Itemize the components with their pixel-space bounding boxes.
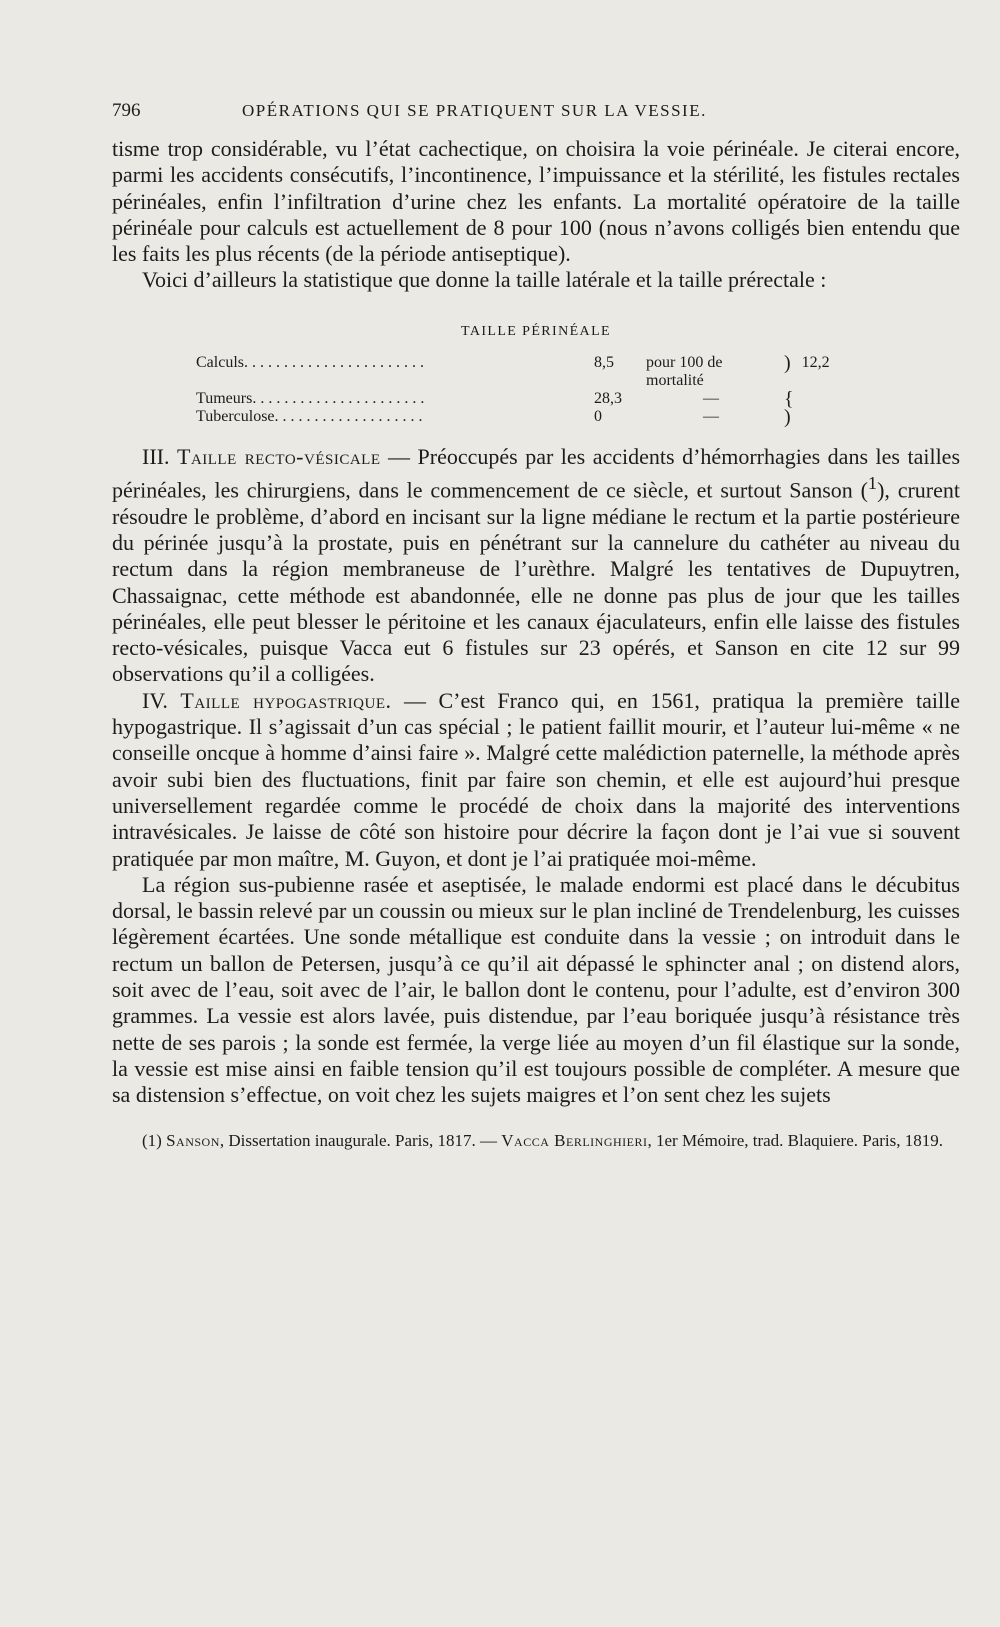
row-value: 0 — [594, 407, 602, 425]
heading-dash: — — [391, 687, 439, 713]
table-total: 12,2 — [801, 353, 830, 371]
footnote — [112, 1131, 960, 1151]
section-heading: Taille recto-vésicale — [177, 443, 381, 469]
page-number: 796 — [112, 100, 141, 121]
row-label: Calculs. . . . . . . . . . . . . . . . . . . . . . . — [196, 353, 424, 371]
section-text: ), crurent résoudre le problème, d’abord en incisant sur la ligne médiane le rectum et la partie postérieure du périnée jusqu’à la prostate, puis en pénétrant sur la cannelure du cathéter au niveau du rectum dans la région membraneuse de l’urèthre. Malgré les tentatives de Dupuytren, Chassaignac, cette méthode est abandonnée, elle ne donne pas plus de jour que les tailles périnéales, elle peut blesser le péritoine et les canaux éjaculateurs, enfin elle laisse des fistules recto-vésicales, puisque Vacca eut 6 fistules sur 23 opérés, et Sanson en cite 12 sur 99 observations qu’il a colligées. — [112, 477, 961, 687]
section-iv-paragraph — [112, 688, 960, 872]
brace: ) — [784, 351, 791, 374]
heading-dash: — — [380, 443, 418, 469]
footnote-marker: (1) — [142, 1130, 162, 1150]
section-iii-paragraph — [112, 444, 960, 688]
section-text: C’est Franco qui, en 1561, pratiqua la première taille hypogastrique. Il s’agissait d’un cas spécial ; le patient faillit mourir, et l’auteur lui-même « ne conseille oncque à homme d’ainsi faire ». Malgré cette malédiction paternelle, la méthode après avoir subi bien des fluctuations, finit par faire son chemin, et elle est aujourd’hui presque universellement regardée comme le procédé de choix dans la majorité des interventions intravésicales. Je laisse de côté son histoire pour décrire la façon dont je l’ai vue si souvent pratiquée par mon maître, M. Guyon, et dont je l’ai pratiquée moi-même. — [112, 687, 960, 871]
row-label: Tuberculose. . . . . . . . . . . . . . . . . . . — [196, 407, 423, 425]
footnote-reference: 1 — [867, 473, 878, 494]
table-row — [192, 354, 834, 390]
row-label: Tumeurs. . . . . . . . . . . . . . . . . . . . . . — [196, 389, 425, 407]
procedure-paragraph: La région sus-pubienne rasée et aseptisée, le malade endormi est placé dans le décubitus dorsal, le bassin relevé par un coussin ou mieux sur le plan incliné de Trendelenburg, les cuisses légèrement écartées. Une sonde métallique est conduite dans la vessie ; on introduit dans le rectum un ballon de Petersen, jusqu’à ce qu’il ait dépassé le sphincter anal ; on distend alors, soit avec de l’eau, soit avec de l’air, le ballon dont le contenu, pour l’adulte, est d’environ 300 grammes. La vessie est alors lavée, puis distendue, par l’eau boriquée jusqu’à résistance très nette de ses parois ; la sonde est fermée, la verge liée au moyen d’un fil élastique sur la sonde, la vessie est mise ainsi en faible tension qu’il est toujours possible de compléter. A mesure que sa distension s’effectue, on voit chez les sujets maigres et l’on sent chez les sujets — [112, 871, 960, 1108]
footnote-author: Sanson — [166, 1130, 220, 1150]
mortality-table — [192, 351, 834, 428]
row-value: 8,5 — [594, 353, 614, 371]
section-heading: Taille hypogastrique. — [180, 687, 392, 713]
paragraph-statistics-intro: Voici d’ailleurs la statistique que donne la taille latérale et la taille prérectale : — [142, 267, 827, 293]
footnote-text: , 1er Mémoire, trad. Blaquiere. Paris, 1819. — [647, 1130, 944, 1150]
brace: { — [784, 387, 794, 410]
row-value: 28,3 — [594, 389, 622, 407]
row-unit: — — [703, 389, 719, 407]
section-numeral: IV. — [142, 687, 168, 713]
section-numeral: III. — [142, 443, 170, 469]
row-unit: pour 100 de mortalité — [646, 353, 723, 389]
running-head: OPÉRATIONS QUI SE PRATIQUENT SUR LA VESSIE. — [242, 101, 707, 120]
row-unit: — — [703, 407, 719, 425]
footnotes — [112, 1131, 960, 1151]
table-row — [192, 390, 834, 408]
paragraph-continuation: tisme trop considérable, vu l’état cachectique, on choisira la voie périnéale. Je citerai encore, parmi les accidents consécutifs, l’incontinence, l’impuissance et la stérilité, les fistules rectales périnéales, enfin l’infiltration d’urine chez les enfants. La mortalité opératoire de la taille périnéale pour calculs est actuellement de 8 pour 100 (nous n’avons colligés bien entendu que les faits les plus récents (de la période antiseptique). — [112, 136, 960, 267]
brace: ) — [784, 405, 791, 428]
table-title: TAILLE PÉRINÉALE — [461, 323, 611, 339]
footnote-author: Vacca Berlinghieri — [501, 1130, 648, 1150]
page-header — [112, 100, 960, 136]
footnote-text: , Dissertation inaugurale. Paris, 1817. — — [219, 1130, 502, 1150]
table-row — [192, 408, 834, 426]
section-text: Préoccupés par les accidents d’hémorrhagies dans les tailles périnéales, les chirurgiens, dans le commencement de ce siècle, et surtout Sanson ( — [112, 443, 961, 503]
